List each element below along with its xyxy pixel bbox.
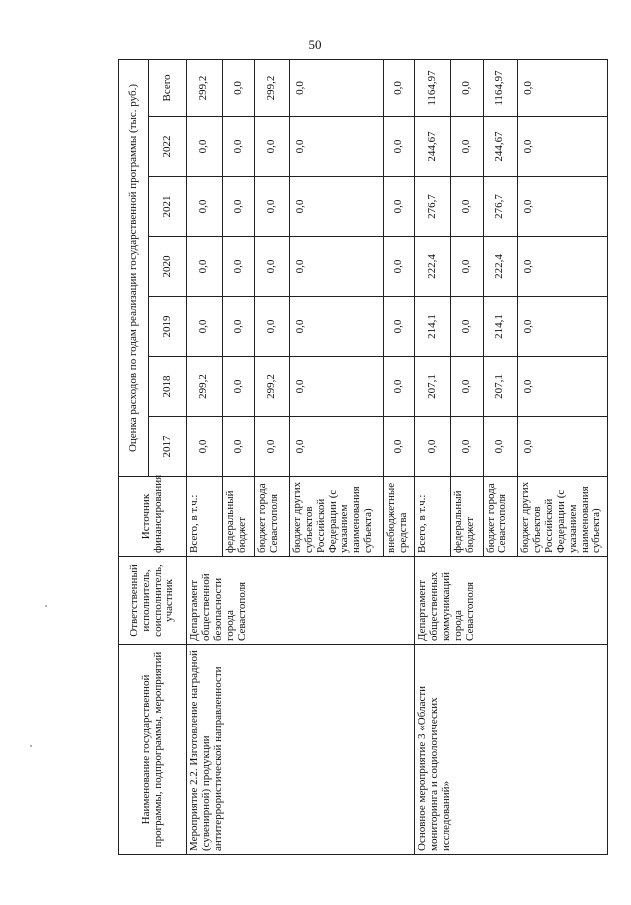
value-cell: 0,0 [518, 60, 608, 117]
value-cell: 0,0 [383, 177, 415, 237]
value-cell: 0,0 [383, 117, 415, 177]
value-cell: 0,0 [450, 417, 483, 477]
value-cell: 0,0 [255, 117, 290, 177]
value-cell: 0,0 [255, 177, 290, 237]
value-cell: 276,7 [483, 177, 518, 237]
value-cell: 0,0 [222, 117, 255, 177]
value-cell: 0,0 [222, 417, 255, 477]
value-cell: 0,0 [518, 117, 608, 177]
table-row [187, 60, 223, 855]
value-cell: 0,0 [383, 237, 415, 297]
value-cell: 207,1 [415, 357, 451, 417]
value-cell: 222,4 [415, 237, 451, 297]
value-cell: 0,0 [222, 60, 255, 117]
value-cell: 0,0 [518, 177, 608, 237]
source-cell: бюджет других субъектов Российской Федерации (с указанием наименования субъекта) [289, 477, 383, 557]
value-cell: 0,0 [222, 297, 255, 357]
value-cell: 0,0 [187, 177, 223, 237]
value-cell: 244,67 [483, 117, 518, 177]
value-cell: 0,0 [255, 417, 290, 477]
value-cell: 0,0 [222, 237, 255, 297]
header-year: 2022 [149, 117, 187, 177]
value-cell: 0,0 [450, 357, 483, 417]
value-cell: 0,0 [289, 60, 383, 117]
rotated-table-wrapper [118, 60, 608, 855]
page-number: 50 [308, 37, 322, 52]
source-cell: федеральный бюджет [450, 477, 483, 557]
header-year: 2021 [149, 177, 187, 237]
scan-speck [30, 745, 32, 747]
value-cell: 0,0 [187, 417, 223, 477]
value-cell: 0,0 [289, 177, 383, 237]
value-cell: 299,2 [255, 60, 290, 117]
scan-speck [45, 605, 47, 607]
value-cell: 0,0 [187, 117, 223, 177]
value-cell: 0,0 [222, 357, 255, 417]
source-cell: внебюджетные средства [383, 477, 415, 557]
executor-name: Департамент общественных коммуникаций города Севастополя [415, 557, 608, 645]
value-cell: 0,0 [450, 117, 483, 177]
value-cell: 1164,97 [483, 60, 518, 117]
executor-name: Департамент общественной безопасности города Севастополя [187, 557, 415, 645]
header-year: 2017 [149, 417, 187, 477]
header-estimate: Оценка расходов по годам реализации государственной программы (тыс. руб.) [119, 60, 149, 477]
header-total: Всего [149, 60, 187, 117]
value-cell: 0,0 [518, 297, 608, 357]
value-cell: 0,0 [450, 237, 483, 297]
value-cell: 0,0 [289, 357, 383, 417]
value-cell: 0,0 [222, 177, 255, 237]
value-cell: 0,0 [289, 297, 383, 357]
value-cell: 0,0 [289, 417, 383, 477]
value-cell: 0,0 [383, 357, 415, 417]
value-cell: 0,0 [483, 417, 518, 477]
value-cell: 0,0 [289, 117, 383, 177]
value-cell: 0,0 [518, 357, 608, 417]
value-cell: 0,0 [450, 60, 483, 117]
header-year: 2019 [149, 297, 187, 357]
value-cell: 1164,97 [415, 60, 451, 117]
value-cell: 0,0 [415, 417, 451, 477]
source-cell: Всего, в т.ч.: [415, 477, 451, 557]
value-cell: 299,2 [187, 357, 223, 417]
header-source: Источник финансирования [119, 477, 187, 557]
value-cell: 0,0 [383, 417, 415, 477]
value-cell: 0,0 [518, 237, 608, 297]
header-executor: Ответственный исполнитель, соисполнитель, участник [119, 557, 187, 645]
header-year: 2020 [149, 237, 187, 297]
value-cell: 207,1 [483, 357, 518, 417]
value-cell: 214,1 [415, 297, 451, 357]
value-cell: 0,0 [518, 417, 608, 477]
value-cell: 214,1 [483, 297, 518, 357]
activity-name: Мероприятие 2.2. Изготовление наградной (сувенирной) продукции антитеррористической направленности [187, 645, 415, 855]
header-year: 2018 [149, 357, 187, 417]
source-cell: Всего, в т.ч.: [187, 477, 223, 557]
value-cell: 299,2 [187, 60, 223, 117]
value-cell: 0,0 [187, 297, 223, 357]
source-cell: бюджет других субъектов Российской Федерации (с указанием наименования субъекта) [518, 477, 608, 557]
value-cell: 0,0 [255, 297, 290, 357]
value-cell: 0,0 [450, 177, 483, 237]
source-cell: бюджет города Севастополя [255, 477, 290, 557]
source-cell: бюджет города Севастополя [483, 477, 518, 557]
value-cell: 244,67 [415, 117, 451, 177]
value-cell: 0,0 [255, 237, 290, 297]
source-cell: федеральный бюджет [222, 477, 255, 557]
table-row [415, 60, 451, 855]
value-cell: 222,4 [483, 237, 518, 297]
value-cell: 0,0 [383, 297, 415, 357]
value-cell: 0,0 [187, 237, 223, 297]
value-cell: 276,7 [415, 177, 451, 237]
value-cell: 0,0 [450, 297, 483, 357]
value-cell: 299,2 [255, 357, 290, 417]
budget-table [118, 59, 608, 855]
value-cell: 0,0 [289, 237, 383, 297]
activity-name: Основное мероприятие 3 «Области мониторинга и социологических исследований» [415, 645, 608, 855]
header-name: Наименование государственной программы, подпрограммы, мероприятий [119, 645, 187, 855]
value-cell: 0,0 [383, 60, 415, 117]
